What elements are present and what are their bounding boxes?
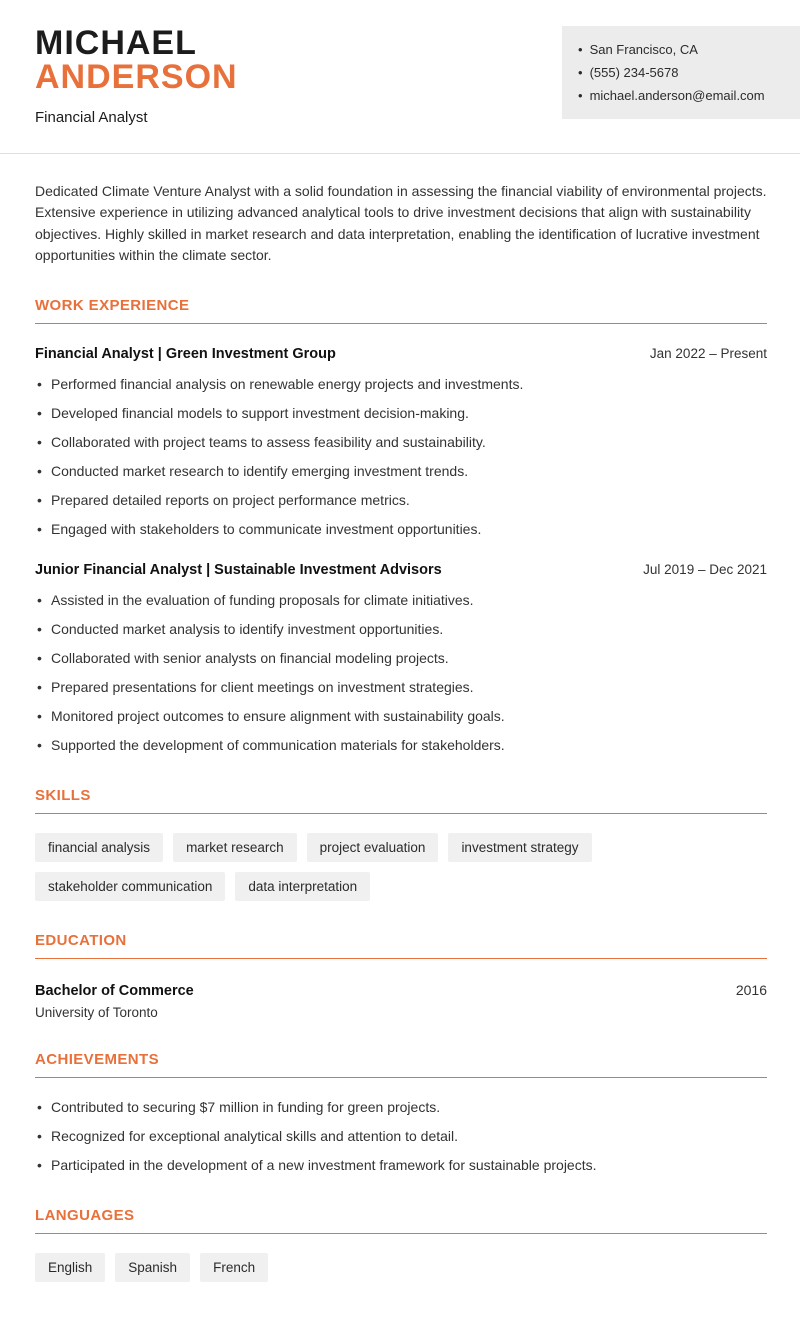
- bullet-item: • Prepared detailed reports on project performance metrics.: [35, 490, 767, 511]
- job-header: [35, 346, 767, 362]
- contact-phone-text: (555) 234-5678: [589, 65, 679, 80]
- contact-email: [578, 84, 786, 107]
- job-title-company: Junior Financial Analyst | Sustainable Investment Advisors: [35, 562, 442, 579]
- resume-body: [0, 181, 800, 1322]
- job-entry: [35, 346, 767, 540]
- bullet-item: • Participated in the development of a new investment framework for sustainable projects.: [35, 1155, 767, 1176]
- section-languages: [35, 1207, 767, 1282]
- skill-tag-list: [35, 833, 767, 901]
- language-tag: Spanish: [115, 1253, 190, 1282]
- bullet-item: • Recognized for exceptional analytical skills and attention to detail.: [35, 1126, 767, 1147]
- person-name: [35, 26, 238, 94]
- bullet-icon: •: [578, 65, 583, 80]
- job-dates: Jul 2019 – Dec 2021: [643, 562, 767, 578]
- bullet-item: • Developed financial models to support investment decision-making.: [35, 403, 767, 424]
- bullet-icon: •: [578, 88, 583, 103]
- skill-tag: project evaluation: [307, 833, 439, 862]
- bullet-item: • Collaborated with project teams to assess feasibility and sustainability.: [35, 432, 767, 453]
- section-education: [35, 932, 767, 1020]
- education-year: 2016: [735, 982, 767, 999]
- achievement-list: [35, 1097, 767, 1176]
- skill-tag: financial analysis: [35, 833, 163, 862]
- contact-location: [578, 38, 786, 61]
- job-dates: Jan 2022 – Present: [649, 346, 767, 362]
- job-header: [35, 562, 767, 578]
- bullet-item: • Contributed to securing $7 million in funding for green projects.: [35, 1097, 767, 1118]
- job-entry: [35, 562, 767, 756]
- bullet-item: • Conducted market research to identify emerging investment trends.: [35, 461, 767, 482]
- bullet-item: • Conducted market analysis to identify investment opportunities.: [35, 619, 767, 640]
- bullet-item: • Collaborated with senior analysts on financial modeling projects.: [35, 648, 767, 669]
- section-heading-skills: SKILLS: [35, 787, 767, 814]
- contact-phone: [578, 61, 786, 84]
- contact-location-text: San Francisco, CA: [589, 42, 698, 57]
- contact-box: [562, 26, 800, 119]
- resume-header: [0, 0, 800, 126]
- section-heading-education: EDUCATION: [35, 932, 767, 959]
- last-name: ANDERSON: [35, 58, 238, 96]
- bullet-item: • Prepared presentations for client meetings on investment strategies.: [35, 677, 767, 698]
- section-heading-languages: LANGUAGES: [35, 1207, 767, 1234]
- skill-tag: data interpretation: [235, 872, 370, 901]
- section-skills: [35, 787, 767, 901]
- education-entry: [35, 982, 767, 999]
- job-title-company: Financial Analyst | Green Investment Group: [35, 346, 336, 363]
- section-heading-achievements: ACHIEVEMENTS: [35, 1051, 767, 1078]
- contact-email-text: michael.anderson@email.com: [589, 88, 765, 103]
- header-divider: [0, 153, 800, 154]
- section-achievements: [35, 1051, 767, 1176]
- header-job-title: Financial Analyst: [35, 109, 148, 126]
- job-bullet-list: [35, 374, 767, 540]
- language-tag: English: [35, 1253, 105, 1282]
- bullet-item: • Assisted in the evaluation of funding proposals for climate initiatives.: [35, 590, 767, 611]
- education-school: University of Toronto: [35, 1005, 158, 1021]
- bullet-item: • Performed financial analysis on renewable energy projects and investments.: [35, 374, 767, 395]
- job-bullet-list: [35, 590, 767, 756]
- bullet-icon: •: [578, 42, 583, 57]
- skill-tag: stakeholder communication: [35, 872, 225, 901]
- skill-tag: market research: [173, 833, 297, 862]
- summary-paragraph: Dedicated Climate Venture Analyst with a solid foundation in assessing the financial viability of environmental projects. Extensive experience in utilizing advanced analytical tools to drive investment decisions that align with sustainability objectives. Highly skilled in market research and data interpretation, enabling the identification of lucrative investment opportunities within the climate sector.: [35, 183, 767, 263]
- name-block: [35, 26, 238, 126]
- first-name: MICHAEL: [35, 24, 197, 62]
- bullet-item: • Engaged with stakeholders to communicate investment opportunities.: [35, 519, 767, 540]
- education-degree: Bachelor of Commerce: [35, 983, 194, 1000]
- bullet-item: • Monitored project outcomes to ensure alignment with sustainability goals.: [35, 706, 767, 727]
- skill-tag: investment strategy: [448, 833, 591, 862]
- bullet-item: • Supported the development of communication materials for stakeholders.: [35, 735, 767, 756]
- section-work-experience: [35, 297, 767, 756]
- language-tag: French: [200, 1253, 268, 1282]
- language-tag-list: [35, 1253, 767, 1282]
- section-heading-work-experience: WORK EXPERIENCE: [35, 297, 767, 324]
